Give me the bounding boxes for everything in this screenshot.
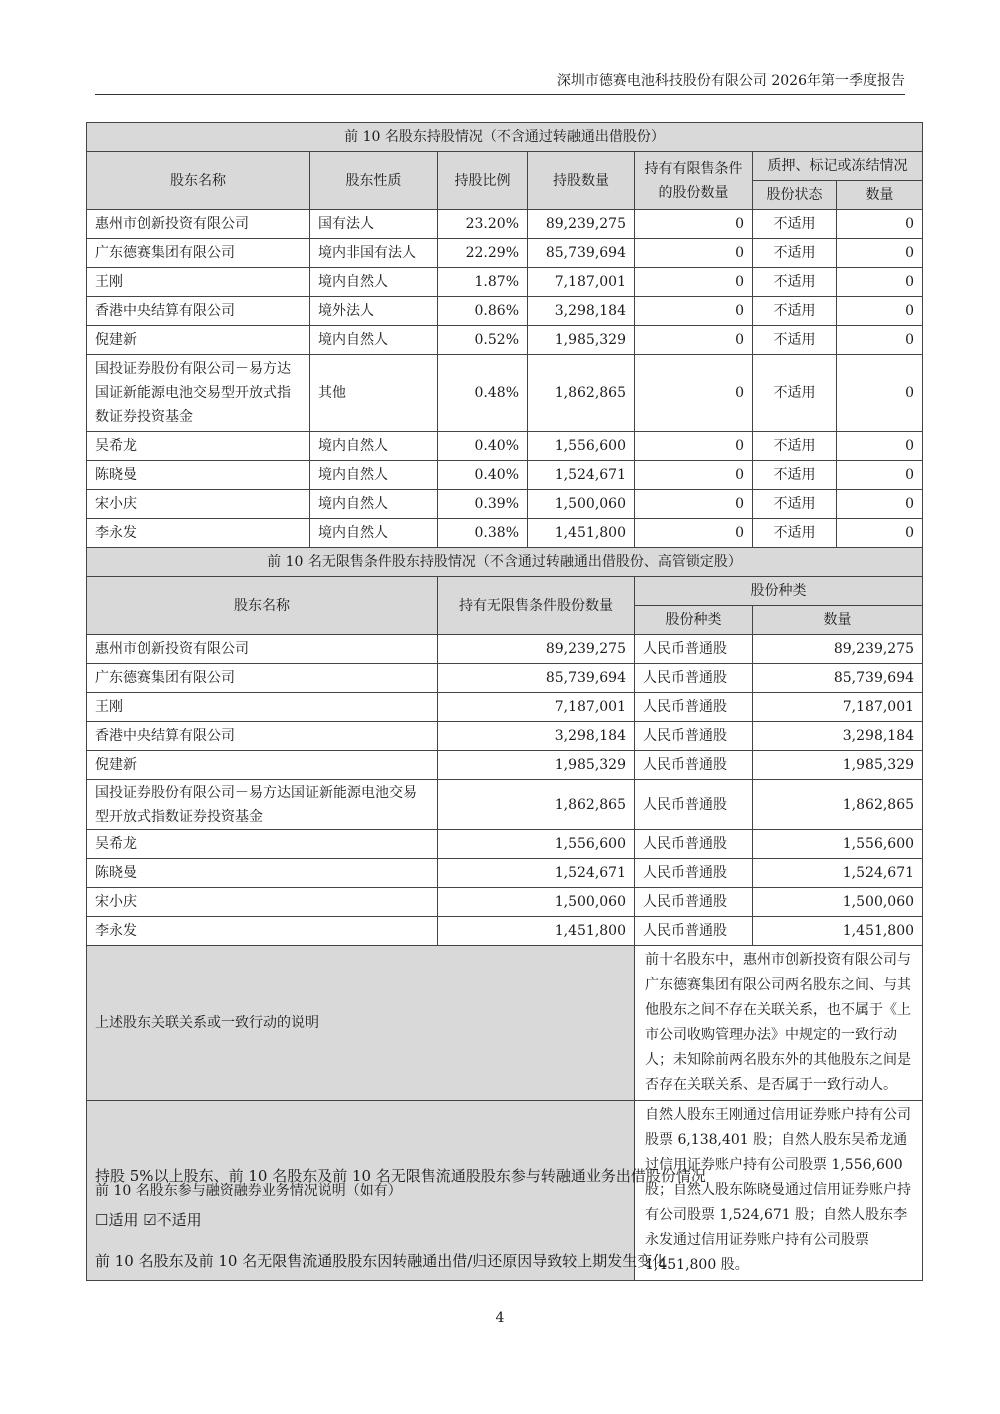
table-title: 前 10 名无限售条件股东持股情况（不含通过转融通出借股份、高管锁定股） — [87, 548, 923, 577]
share-type: 人民币普通股 — [635, 830, 753, 859]
table-row — [87, 635, 923, 664]
shareholder-name: 陈晓曼 — [87, 859, 438, 888]
table-row — [87, 859, 923, 888]
holding-shares: 7,187,001 — [528, 268, 635, 297]
restricted-shares: 0 — [635, 355, 753, 432]
table-row — [87, 210, 923, 239]
shareholder-name: 广东德赛集团有限公司 — [87, 664, 438, 693]
table-row — [87, 432, 923, 461]
shareholder-name: 广东德赛集团有限公司 — [87, 239, 310, 268]
pledge-status: 不适用 — [753, 461, 837, 490]
shareholder-nature: 境内自然人 — [310, 519, 438, 548]
pledge-qty: 0 — [837, 461, 923, 490]
col-header-nature: 股东性质 — [310, 152, 438, 210]
applicability-options — [95, 1209, 202, 1230]
share-qty: 85,739,694 — [753, 664, 923, 693]
shareholder-name: 陈晓曼 — [87, 461, 310, 490]
option-applicable[interactable]: ☐适用 — [95, 1211, 139, 1229]
shareholder-name: 宋小庆 — [87, 888, 438, 917]
unrestricted-shares: 1,524,671 — [438, 859, 635, 888]
table-row — [87, 519, 923, 548]
restricted-shares: 0 — [635, 210, 753, 239]
pledge-status: 不适用 — [753, 297, 837, 326]
share-type: 人民币普通股 — [635, 888, 753, 917]
pledge-status: 不适用 — [753, 326, 837, 355]
header-row — [87, 152, 923, 181]
pledge-status: 不适用 — [753, 432, 837, 461]
unrestricted-shares: 1,500,060 — [438, 888, 635, 917]
share-type: 人民币普通股 — [635, 693, 753, 722]
holding-shares: 1,556,600 — [528, 432, 635, 461]
shareholder-name: 王刚 — [87, 693, 438, 722]
col-header-type-group: 股份种类 — [635, 577, 923, 606]
shareholder-nature: 境内自然人 — [310, 326, 438, 355]
col-header-unrestricted: 持有无限售条件股份数量 — [438, 577, 635, 635]
holding-shares: 1,500,060 — [528, 490, 635, 519]
pledge-qty: 0 — [837, 490, 923, 519]
holding-ratio: 0.38% — [438, 519, 528, 548]
unrestricted-shares: 1,862,865 — [438, 780, 635, 830]
shareholder-name: 李永发 — [87, 917, 438, 946]
table-title-row — [87, 548, 923, 577]
table-row — [87, 326, 923, 355]
table-row — [87, 297, 923, 326]
pledge-qty: 0 — [837, 210, 923, 239]
lending-change-heading: 前 10 名股东及前 10 名无限售流通股股东因转融通出借/归还原因导致较上期发生变化 — [95, 1252, 668, 1270]
holding-shares: 1,524,671 — [528, 461, 635, 490]
shareholder-name: 倪建新 — [87, 326, 310, 355]
shareholder-nature: 境内自然人 — [310, 268, 438, 297]
table-row — [87, 722, 923, 751]
report-title: 深圳市德赛电池科技股份有限公司 2026年第一季度报告 — [556, 73, 905, 89]
pledge-status: 不适用 — [753, 355, 837, 432]
header-row — [87, 577, 923, 606]
share-qty: 1,985,329 — [753, 751, 923, 780]
share-qty: 3,298,184 — [753, 722, 923, 751]
shareholder-nature: 境内自然人 — [310, 461, 438, 490]
share-qty: 1,500,060 — [753, 888, 923, 917]
relation-text: 前十名股东中，惠州市创新投资有限公司与广东德赛集团有限公司两名股东之间、与其他股东之间不存在关联关系，也不属于《上市公司收购管理办法》中规定的一致行动人；未知除前两名股东外的其他股东之间是否存在关联关系、是否属于一致行动人。 — [635, 946, 923, 1101]
shareholder-name: 王刚 — [87, 268, 310, 297]
page-number: 4 — [495, 1310, 505, 1326]
share-qty: 1,451,800 — [753, 917, 923, 946]
table-row — [87, 268, 923, 297]
option-not-applicable[interactable]: ☑不适用 — [143, 1211, 202, 1229]
col-header-name: 股东名称 — [87, 577, 438, 635]
lending-heading: 持股 5%以上股东、前 10 名股东及前 10 名无限售流通股股东参与转融通业务出借股份情况 — [95, 1167, 706, 1185]
pledge-qty: 0 — [837, 326, 923, 355]
col-header-type: 股份种类 — [635, 606, 753, 635]
unrestricted-shares: 3,298,184 — [438, 722, 635, 751]
pledge-status: 不适用 — [753, 519, 837, 548]
shareholder-name: 惠州市创新投资有限公司 — [87, 635, 438, 664]
shareholder-name: 宋小庆 — [87, 490, 310, 519]
restricted-shares: 0 — [635, 461, 753, 490]
shareholder-nature: 其他 — [310, 355, 438, 432]
unrestricted-shares: 1,556,600 — [438, 830, 635, 859]
holding-ratio: 0.86% — [438, 297, 528, 326]
holding-ratio: 23.20% — [438, 210, 528, 239]
pledge-qty: 0 — [837, 239, 923, 268]
pledge-qty: 0 — [837, 432, 923, 461]
table-row — [87, 830, 923, 859]
col-header-ratio: 持股比例 — [438, 152, 528, 210]
unrestricted-shares: 89,239,275 — [438, 635, 635, 664]
restricted-shares: 0 — [635, 326, 753, 355]
holding-shares: 89,239,275 — [528, 210, 635, 239]
col-header-pledge-qty: 数量 — [837, 181, 923, 210]
holding-ratio: 0.48% — [438, 355, 528, 432]
pledge-qty: 0 — [837, 297, 923, 326]
pledge-qty: 0 — [837, 519, 923, 548]
share-type: 人民币普通股 — [635, 780, 753, 830]
page-header — [95, 70, 905, 95]
holding-ratio: 0.52% — [438, 326, 528, 355]
table-row — [87, 917, 923, 946]
share-type: 人民币普通股 — [635, 917, 753, 946]
shareholder-name: 吴希龙 — [87, 432, 310, 461]
restricted-shares: 0 — [635, 519, 753, 548]
pledge-status: 不适用 — [753, 210, 837, 239]
share-qty: 89,239,275 — [753, 635, 923, 664]
pledge-status: 不适用 — [753, 239, 837, 268]
margin-text: 自然人股东王刚通过信用证券账户持有公司股票 6,138,401 股；自然人股东吴希龙通过信用证券账户持有公司股票 1,556,600 股；自然人股东陈晓曼通过信用证券账户持有公司股票 1,524,671 股；自然人股东李永发通过信用证券账户持有公司股票 1,451,800 股。 — [635, 1101, 923, 1281]
shareholder-nature: 境内自然人 — [310, 490, 438, 519]
holding-shares: 3,298,184 — [528, 297, 635, 326]
shareholder-nature: 境外法人 — [310, 297, 438, 326]
table-row — [87, 751, 923, 780]
relation-row — [87, 946, 923, 1101]
table-row — [87, 888, 923, 917]
holding-shares: 1,451,800 — [528, 519, 635, 548]
col-header-pledge-group: 质押、标记或冻结情况 — [753, 152, 923, 181]
pledge-qty: 0 — [837, 355, 923, 432]
shareholder-name: 香港中央结算有限公司 — [87, 722, 438, 751]
margin-label: 前 10 名股东参与融资融券业务情况说明（如有） — [87, 1101, 635, 1281]
share-qty: 1,556,600 — [753, 830, 923, 859]
holding-ratio: 0.39% — [438, 490, 528, 519]
share-type: 人民币普通股 — [635, 751, 753, 780]
shareholder-name: 惠州市创新投资有限公司 — [87, 210, 310, 239]
table-row — [87, 461, 923, 490]
restricted-shares: 0 — [635, 490, 753, 519]
pledge-status: 不适用 — [753, 490, 837, 519]
holding-ratio: 1.87% — [438, 268, 528, 297]
unrestricted-shares: 85,739,694 — [438, 664, 635, 693]
share-qty: 1,862,865 — [753, 780, 923, 830]
table-row — [87, 780, 923, 830]
holding-shares: 1,862,865 — [528, 355, 635, 432]
share-type: 人民币普通股 — [635, 635, 753, 664]
col-header-restricted: 持有有限售条件的股份数量 — [635, 152, 753, 210]
share-type: 人民币普通股 — [635, 859, 753, 888]
shareholder-nature: 境内自然人 — [310, 432, 438, 461]
holding-shares: 85,739,694 — [528, 239, 635, 268]
holding-ratio: 22.29% — [438, 239, 528, 268]
unrestricted-shares: 7,187,001 — [438, 693, 635, 722]
restricted-shares: 0 — [635, 297, 753, 326]
shareholder-name: 吴希龙 — [87, 830, 438, 859]
table-row — [87, 239, 923, 268]
share-qty: 1,524,671 — [753, 859, 923, 888]
col-header-shares: 持股数量 — [528, 152, 635, 210]
shareholder-name: 国投证券股份有限公司－易方达国证新能源电池交易型开放式指数证券投资基金 — [87, 780, 438, 830]
restricted-shares: 0 — [635, 239, 753, 268]
holding-shares: 1,985,329 — [528, 326, 635, 355]
col-header-name: 股东名称 — [87, 152, 310, 210]
share-type: 人民币普通股 — [635, 664, 753, 693]
share-qty: 7,187,001 — [753, 693, 923, 722]
table-title: 前 10 名股东持股情况（不含通过转融通出借股份） — [87, 123, 923, 152]
restricted-shares: 0 — [635, 268, 753, 297]
table-row — [87, 355, 923, 432]
holding-ratio: 0.40% — [438, 432, 528, 461]
col-header-qty: 数量 — [753, 606, 923, 635]
shareholder-name: 香港中央结算有限公司 — [87, 297, 310, 326]
relation-label: 上述股东关联关系或一致行动的说明 — [87, 946, 635, 1101]
shareholder-nature: 国有法人 — [310, 210, 438, 239]
shareholder-name: 国投证券股份有限公司－易方达国证新能源电池交易型开放式指数证券投资基金 — [87, 355, 310, 432]
share-type: 人民币普通股 — [635, 722, 753, 751]
unrestricted-shares: 1,451,800 — [438, 917, 635, 946]
pledge-qty: 0 — [837, 268, 923, 297]
top10-shareholders-table — [86, 122, 923, 548]
col-header-pledge-status: 股份状态 — [753, 181, 837, 210]
holding-ratio: 0.40% — [438, 461, 528, 490]
shareholder-name: 倪建新 — [87, 751, 438, 780]
table-title-row — [87, 123, 923, 152]
table-row — [87, 664, 923, 693]
restricted-shares: 0 — [635, 432, 753, 461]
table-row — [87, 490, 923, 519]
shareholder-name: 李永发 — [87, 519, 310, 548]
table-row — [87, 693, 923, 722]
shareholder-nature: 境内非国有法人 — [310, 239, 438, 268]
unrestricted-shares: 1,985,329 — [438, 751, 635, 780]
pledge-status: 不适用 — [753, 268, 837, 297]
